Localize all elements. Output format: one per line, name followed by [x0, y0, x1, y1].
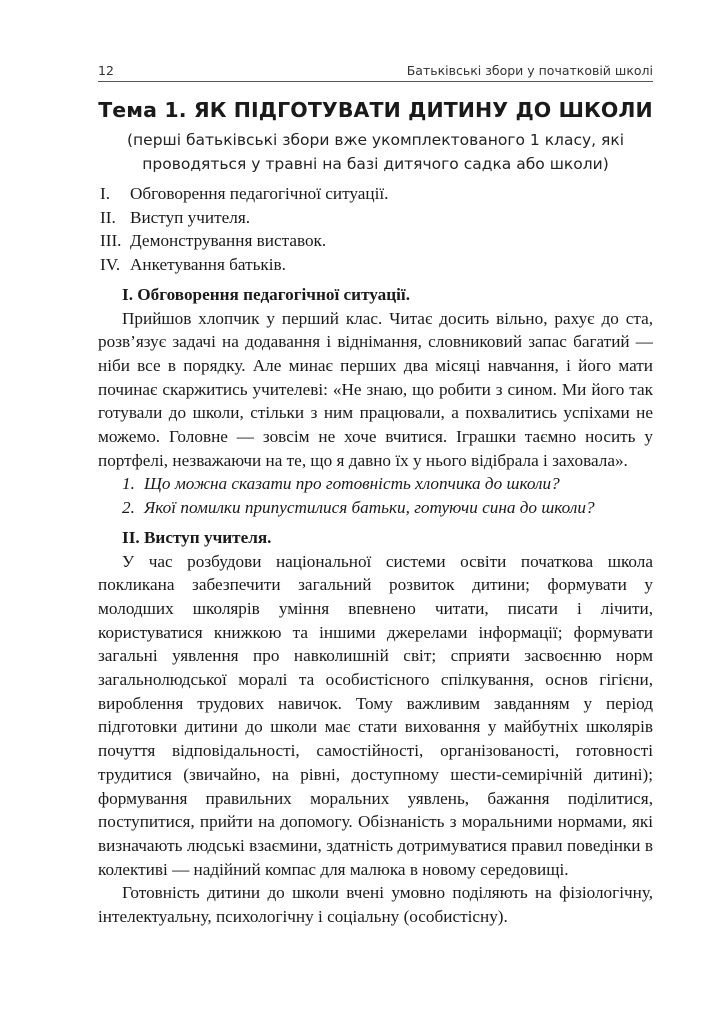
question-text: Що можна сказати про готовність хлопчика до школи?	[144, 474, 560, 494]
section-heading-discussion: I. Обговорення педагогічної ситуації.	[122, 284, 410, 304]
section-heading-teacher-speech: II. Виступ учителя.	[122, 527, 272, 547]
agenda-item	[98, 206, 653, 230]
agenda-item-number: II.	[100, 207, 116, 227]
question-text: Якої помилки припустилися батьки, готуючи сина до школи?	[144, 498, 595, 518]
section-paragraph: Готовність дитини до школи вчені умовно поділяють на фізіологічну, інтелектуальну, психологічну і соціальну (особистісну).	[98, 883, 653, 927]
question-item	[122, 472, 653, 496]
body	[98, 182, 653, 929]
section-paragraph: У час розбудови національної системи освіти початкова школа покликана забезпечити загальний розвиток дитини; формувати у молодших школярів уміння впевнено читати, писати і лічити, користуватися книжкою та іншими джерелами інформації; формувати загальні уявлення про навколишній світ; сприяти засвоєнню норм загальнолюдської моралі та особистісного спілкування, основ гігієни, вироблення трудових навичок. Тому важливим завданням у період підготовки дитини до школи має стати виховання у майбутніх школярів почуття відповідальності, самостійності, організованості, готовності трудитися (звичайно, на рівні, доступному шести-семирічній дитині); формування правильних моральних уявлень, бажання поділитися, поступитися, прийти на допомогу. Обізнаність з моральними нормами, які визначають людські взаємини, здатність дотримуватися правил поведінки в колективі — надійний компас для малюка в новому середовищі.	[98, 551, 653, 879]
section-paragraph: Прийшов хлопчик у перший клас. Читає досить вільно, рахує до ста, розв’язує задачі на додавання і віднімання, словниковий запас багатий — ніби все в порядку. Але минає перших два місяці навчання, і його мати починає скаржитись учителеві: «Не знаю, що робити з сином. Ми його так готували до школи, стільки з ним працювали, а похвалитись успіхами не можемо. Головне — зовсім не хоче вчитися. Іграшки таємно носить у портфелі, незважаючи на те, що я давно їх у нього відібрала і заховала».	[98, 308, 653, 470]
agenda-item-text: Демонстрування виставок.	[130, 231, 327, 251]
running-title: Батьківські збори у початковій школі	[406, 63, 653, 78]
page-number: 12	[98, 63, 114, 78]
page	[98, 58, 653, 929]
agenda-item-number: IV.	[100, 255, 121, 275]
question-list	[98, 472, 653, 519]
question-number: 1.	[122, 474, 135, 494]
agenda-item	[98, 182, 653, 206]
agenda-list	[98, 182, 653, 277]
question-item	[122, 496, 653, 520]
question-number: 2.	[122, 498, 135, 518]
topic-subtitle	[98, 128, 653, 176]
agenda-item-text: Обговорення педагогічної ситуації.	[130, 184, 389, 203]
running-header	[98, 58, 653, 82]
topic-title: Тема 1. ЯК ПІДГОТУВАТИ ДИТИНУ ДО ШКОЛИ	[98, 98, 653, 122]
subtitle-line: (перші батьківські збори вже укомплектованого 1 класу, які	[127, 131, 624, 149]
subtitle-line: проводяться у травні на базі дитячого садка або школи)	[142, 155, 609, 173]
agenda-item-number: III.	[100, 231, 122, 251]
agenda-item-text: Виступ учителя.	[130, 207, 251, 227]
agenda-item	[98, 229, 653, 253]
agenda-item-number: I.	[100, 184, 111, 203]
agenda-item-text: Анкетування батьків.	[130, 255, 286, 275]
agenda-item	[98, 253, 653, 277]
